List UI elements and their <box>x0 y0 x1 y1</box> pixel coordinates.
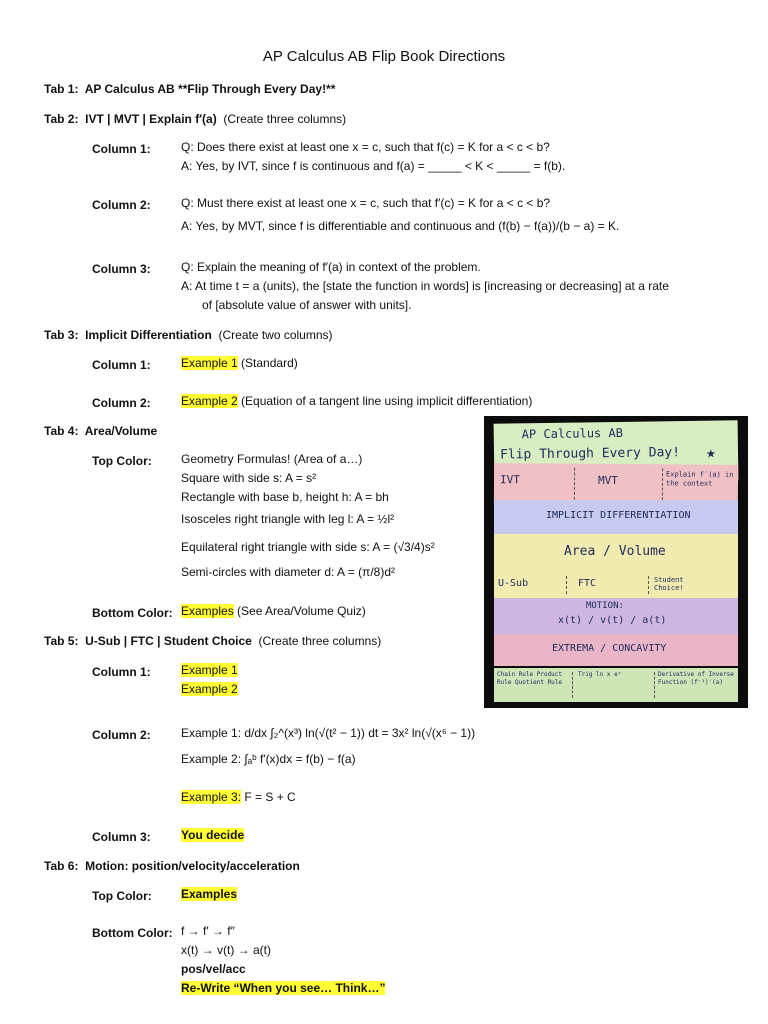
photo-tab2-explain: Explain f′(a) in the context <box>665 470 734 488</box>
tab6-bottom-line4 <box>181 979 385 998</box>
tab5-col2-label: Column 2: <box>92 728 151 742</box>
tab4-label: Tab 4: <box>44 424 79 438</box>
photo-tab5-usub: U-Sub <box>498 578 529 589</box>
tab6-heading <box>44 859 300 873</box>
tab4-text: Area/Volume <box>84 424 158 438</box>
photo-strip-tab6 <box>494 598 738 634</box>
page-title: AP Calculus AB Flip Book Directions <box>262 48 506 65</box>
photo-tab5-divider1 <box>566 576 567 594</box>
tab5-col2-example2: Example 2: ∫ₐᵇ f′(x)dx = f(b) − f(a) <box>181 752 356 766</box>
tab5-col3-label: Column 3: <box>92 830 151 844</box>
tab5-heading <box>44 634 381 648</box>
tab5-col2-example3 <box>181 788 296 807</box>
flipbook-photo <box>484 416 748 708</box>
tab4-top-line3: Rectangle with base b, height h: A = bh <box>181 490 389 504</box>
tab2-col2-answer: A: Yes, by MVT, since f is differentiable and continuous and (f(b) − f(a))/(b − a) = K. <box>181 219 620 233</box>
tab2-col1-label: Column 1: <box>92 142 151 156</box>
tab5-example3-rest: F = S + C <box>241 790 296 804</box>
photo-tab8-divider1 <box>572 672 573 698</box>
tab6-rewrite-highlight: Re-Write “When you see… Think…” <box>181 981 386 995</box>
tab3-heading <box>44 328 333 342</box>
tab2-heading <box>44 112 346 126</box>
tab3-col1-text <box>181 354 298 373</box>
tab1-label: Tab 1: <box>44 82 79 96</box>
photo-tab5-choice: Student Choice! <box>654 576 684 592</box>
tab3-col2-rest: (Equation of a tangent line using implicit differentiation) <box>237 394 533 408</box>
photo-tab6-line2: x(t) / v(t) / a(t) <box>558 615 667 626</box>
tab6-bottom-line2: x(t) → v(t) → a(t) <box>181 943 271 957</box>
tab2-col3-question: Q: Explain the meaning of f′(a) in context of the problem. <box>181 260 481 274</box>
photo-tab2-divider2 <box>662 468 663 500</box>
photo-tab8-divider2 <box>654 672 655 698</box>
tab6-examples-highlight: Examples <box>181 887 238 901</box>
tab5-example3-highlight: Example 3: <box>181 790 242 804</box>
tab5-col1-label: Column 1: <box>92 665 151 679</box>
tab1-text: AP Calculus AB **Flip Through Every Day!** <box>84 82 336 96</box>
tab4-bottom-rest: (See Area/Volume Quiz) <box>233 604 366 618</box>
tab4-bottom-text <box>181 602 366 621</box>
tab2-col1-question: Q: Does there exist at least one x = c, such that f(c) = K for a < c < b? <box>181 140 550 154</box>
tab3-example2-highlight: Example 2 <box>181 394 238 408</box>
tab5-col3-text <box>181 826 244 845</box>
photo-strip-tab4 <box>494 534 738 574</box>
photo-tab5-ftc: FTC <box>578 578 597 589</box>
tab5-example1-highlight: Example 1 <box>181 663 238 677</box>
tab2-col1-answer: A: Yes, by IVT, since f is continuous and f(a) = _____ < K < _____ = f(b). <box>181 159 566 173</box>
tab5-label: Tab 5: <box>44 634 79 648</box>
tab2-text: IVT | MVT | Explain f′(a) <box>85 112 217 126</box>
tab5-note: (Create three columns) <box>258 634 382 648</box>
tab4-top-line1: Geometry Formulas! (Area of a…) <box>181 452 363 466</box>
tab6-bottom-line1: f → f′ → f″ <box>181 924 235 938</box>
tab6-top-text <box>181 885 237 904</box>
tab2-col2-label: Column 2: <box>92 198 151 212</box>
tab4-bottom-label: Bottom Color: <box>92 606 173 620</box>
photo-tab8-col2: Trig ln x eˣ <box>578 671 622 678</box>
tab5-you-decide-highlight: You decide <box>181 828 245 842</box>
tab6-top-label: Top Color: <box>92 889 152 903</box>
tab4-examples-highlight: Examples <box>181 604 234 618</box>
tab4-top-line4: Isosceles right triangle with leg l: A = ½l² <box>181 512 395 526</box>
tab6-label: Tab 6: <box>44 859 79 873</box>
tab4-top-line6: Semi-circles with diameter d: A = (π/8)d² <box>181 565 396 579</box>
photo-strip-tab2 <box>494 463 738 505</box>
tab5-text: U-Sub | FTC | Student Choice <box>85 634 252 648</box>
tab1-heading <box>44 82 335 96</box>
tab6-text: Motion: position/velocity/acceleration <box>85 859 300 873</box>
tab3-example1-highlight: Example 1 <box>181 356 238 370</box>
tab4-top-line5: Equilateral right triangle with side s: A = (√3/4)s² <box>181 540 435 554</box>
tab5-example2-highlight: Example 2 <box>181 682 238 696</box>
tab2-note: (Create three columns) <box>223 112 347 126</box>
photo-tab8-col1: Chain Rule Product Rule Quotient Rule <box>497 671 563 686</box>
photo-tab8-col3: Derivative of Inverse Function (f⁻¹)′(a) <box>658 671 734 686</box>
tab3-col1-rest: (Standard) <box>237 356 298 370</box>
tab3-col1-label: Column 1: <box>92 358 151 372</box>
tab3-text: Implicit Differentiation <box>85 328 212 342</box>
photo-strip-tab5 <box>494 572 738 598</box>
photo-tab4-text: Area / Volume <box>564 544 666 559</box>
tab4-top-line2: Square with side s: A = s² <box>181 471 317 485</box>
tab5-col2-example1: Example 1: d/dx ∫₂^(x³) ln(√(t² − 1)) dt = 3x² ln(√(x⁶ − 1)) <box>181 726 476 740</box>
tab6-bottom-label: Bottom Color: <box>92 926 173 940</box>
tab2-col3-label: Column 3: <box>92 262 151 276</box>
photo-tab1-line2: Flip Through Every Day! <box>499 445 681 463</box>
photo-strip-tab7 <box>494 634 738 666</box>
tab4-top-label: Top Color: <box>92 454 152 468</box>
tab4-heading <box>44 424 157 438</box>
tab2-col2-question: Q: Must there exist at least one x = c, such that f′(c) = K for a < c < b? <box>181 196 551 210</box>
photo-tab6-line1: MOTION: <box>586 601 624 611</box>
tab3-col2-label: Column 2: <box>92 396 151 410</box>
photo-tab3-text: IMPLICIT DIFFERENTIATION <box>546 510 691 521</box>
photo-tab5-divider2 <box>648 576 649 594</box>
photo-tab1-line1: AP Calculus AB <box>521 425 623 442</box>
tab3-note: (Create two columns) <box>218 328 333 342</box>
tab3-label: Tab 3: <box>44 328 79 342</box>
photo-tab7-text: EXTREMA / CONCAVITY <box>552 643 667 654</box>
tab5-col1-line1 <box>181 661 238 680</box>
photo-tab2-mvt: MVT <box>597 473 618 488</box>
photo-strip-tab3 <box>494 500 738 536</box>
tab2-col3-answer-line2: of [absolute value of answer with units]. <box>202 298 412 312</box>
photo-tab2-ivt: IVT <box>499 473 520 487</box>
photo-tab2-divider1 <box>574 468 575 500</box>
tab5-col1-line2 <box>181 680 238 699</box>
photo-strip-tab8 <box>494 668 738 702</box>
tab2-col3-answer-line1: A: At time t = a (units), the [state the function in words] is [increasing or decreasing] at a rate <box>181 279 669 293</box>
star-icon: ★ <box>705 442 716 462</box>
tab2-label: Tab 2: <box>44 112 79 126</box>
tab3-col2-text <box>181 392 532 411</box>
tab6-bottom-line3: pos/vel/acc <box>181 962 246 976</box>
